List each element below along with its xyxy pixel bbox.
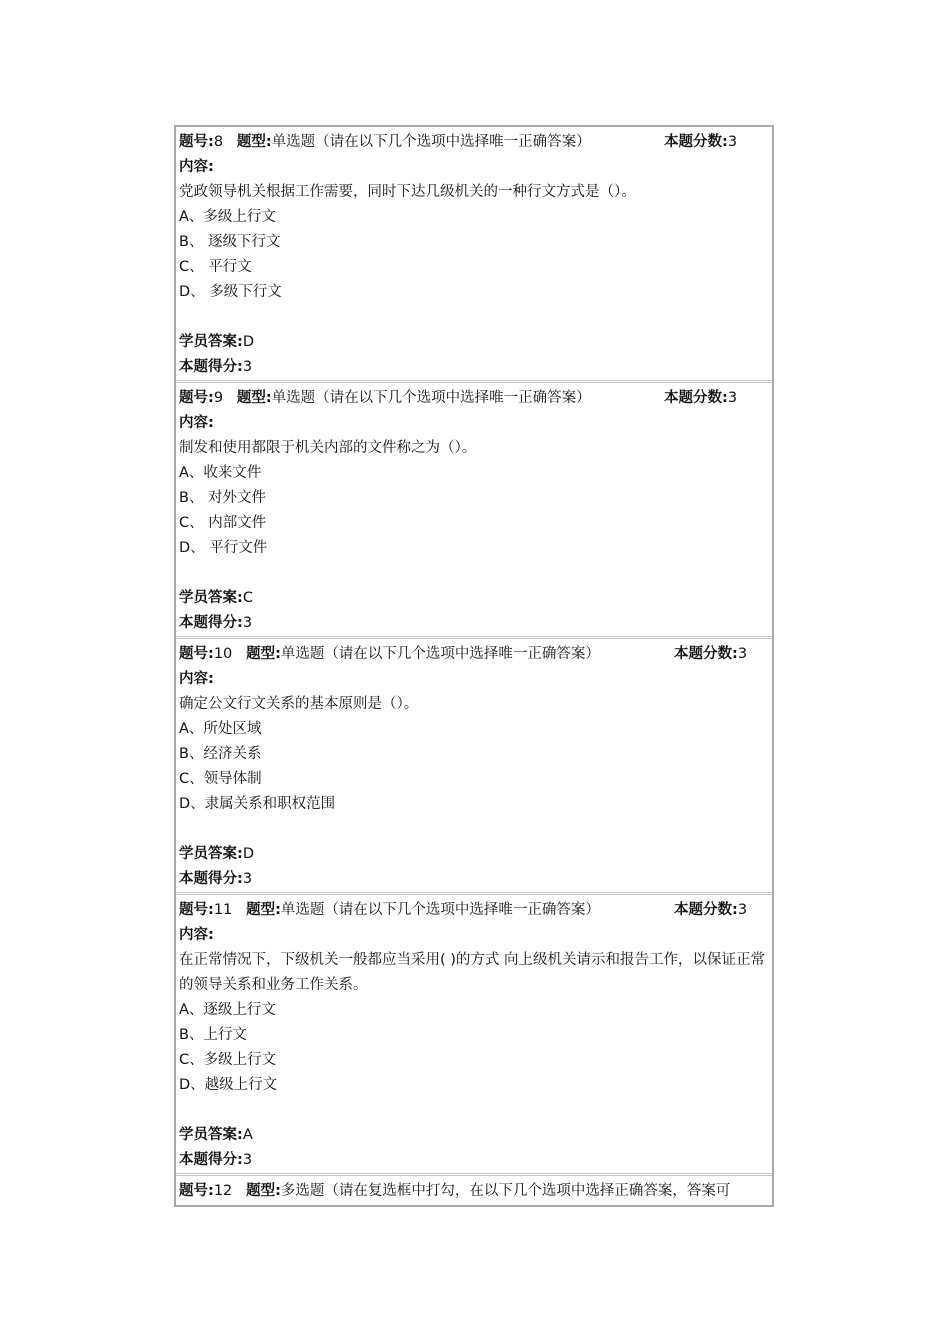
number-label: 题号: xyxy=(179,134,214,150)
question-type: 单选题（请在以下几个选项中选择唯一正确答案） xyxy=(271,134,591,150)
question-score: 3 xyxy=(737,646,748,662)
option-b: B、上行文 xyxy=(179,1027,247,1043)
score-field xyxy=(664,130,737,155)
score-field xyxy=(674,898,747,923)
question-content: 确定公文行文关系的基本原则是（）。 xyxy=(179,696,419,712)
option-b: B、 逐级下行文 xyxy=(179,234,281,250)
question-block xyxy=(176,1176,772,1207)
earned-label: 本题得分: xyxy=(179,359,243,375)
question-list xyxy=(174,125,774,1207)
question-content: 在正常情况下，下级机关一般都应当采用( )的方式 向上级机关请示和报告工作，以保证正常的领导关系和业务工作关系。 xyxy=(179,952,766,993)
earned-value: 3 xyxy=(242,1152,253,1168)
question-block xyxy=(176,895,772,1176)
question-score: 3 xyxy=(727,390,738,406)
earned-score xyxy=(179,867,772,892)
option-d: D、 多级下行文 xyxy=(179,284,282,300)
question-header xyxy=(179,1179,772,1204)
question-header xyxy=(179,898,772,923)
content-label: 内容: xyxy=(179,415,214,431)
type-label: 题型: xyxy=(236,134,272,150)
score-label: 本题分数: xyxy=(674,646,738,662)
number-label: 题号: xyxy=(179,902,214,918)
type-label: 题型: xyxy=(236,390,272,406)
student-answer-label: 学员答案: xyxy=(179,334,243,350)
option-d: D、越级上行文 xyxy=(179,1077,278,1093)
content-label: 内容: xyxy=(179,671,214,687)
earned-value: 3 xyxy=(242,615,253,631)
earned-score xyxy=(179,355,772,380)
option-c: C、 内部文件 xyxy=(179,515,267,531)
question-header xyxy=(179,130,772,155)
option-a: A、多级上行文 xyxy=(179,209,276,225)
number-label: 题号: xyxy=(179,1183,214,1199)
student-answer-label: 学员答案: xyxy=(179,1127,243,1143)
student-answer-label: 学员答案: xyxy=(179,846,243,862)
option-b: B、经济关系 xyxy=(179,746,262,762)
question-header xyxy=(179,642,772,667)
number-label: 题号: xyxy=(179,646,214,662)
student-answer-value: D xyxy=(242,334,254,350)
earned-value: 3 xyxy=(242,871,253,887)
question-block xyxy=(176,639,772,895)
earned-score xyxy=(179,1148,772,1173)
student-answer-value: A xyxy=(242,1127,253,1143)
student-answer-value: D xyxy=(242,846,254,862)
question-content: 制发和使用都限于机关内部的文件称之为（）。 xyxy=(179,440,477,456)
student-answer xyxy=(179,330,772,355)
score-field xyxy=(664,386,737,411)
question-number: 12 xyxy=(213,1183,233,1199)
question-block xyxy=(176,127,772,383)
type-label: 题型: xyxy=(246,646,281,662)
earned-label: 本题得分: xyxy=(179,615,243,631)
option-b: B、 对外文件 xyxy=(179,490,267,506)
earned-value: 3 xyxy=(242,359,253,375)
student-answer-value: C xyxy=(242,590,253,606)
question-score: 3 xyxy=(737,902,748,918)
question-number: 8 xyxy=(213,134,224,150)
option-a: A、所处区域 xyxy=(179,721,262,737)
number-label: 题号: xyxy=(179,390,214,406)
option-a: A、逐级上行文 xyxy=(179,1002,276,1018)
question-type: 单选题（请在以下几个选项中选择唯一正确答案） xyxy=(271,390,591,406)
score-label: 本题分数: xyxy=(664,134,728,150)
question-score: 3 xyxy=(727,134,738,150)
type-label: 题型: xyxy=(246,1183,281,1199)
student-answer xyxy=(179,586,772,611)
option-c: C、多级上行文 xyxy=(179,1052,277,1068)
earned-label: 本题得分: xyxy=(179,1152,243,1168)
question-number: 11 xyxy=(213,902,233,918)
option-d: D、 平行文件 xyxy=(179,540,268,556)
question-header xyxy=(179,386,772,411)
option-d: D、隶属关系和职权范围 xyxy=(179,796,336,812)
earned-score xyxy=(179,611,772,636)
score-label: 本题分数: xyxy=(674,902,738,918)
type-label: 题型: xyxy=(246,902,281,918)
question-content: 党政领导机关根据工作需要，同时下达几级机关的一种行文方式是（）。 xyxy=(179,184,636,200)
question-type: 单选题（请在以下几个选项中选择唯一正确答案） xyxy=(280,646,600,662)
question-type: 单选题（请在以下几个选项中选择唯一正确答案） xyxy=(280,902,600,918)
question-block xyxy=(176,383,772,639)
student-answer xyxy=(179,842,772,867)
option-c: C、领导体制 xyxy=(179,771,262,787)
question-type: 多选题（请在复选框中打勾，在以下几个选项中选择正确答案，答案可 xyxy=(280,1183,731,1199)
content-label: 内容: xyxy=(179,927,214,943)
score-field xyxy=(674,642,747,667)
student-answer-label: 学员答案: xyxy=(179,590,243,606)
question-number: 9 xyxy=(213,390,224,406)
option-c: C、 平行文 xyxy=(179,259,252,275)
question-number: 10 xyxy=(213,646,233,662)
content-label: 内容: xyxy=(179,159,214,175)
earned-label: 本题得分: xyxy=(179,871,243,887)
student-answer xyxy=(179,1123,772,1148)
option-a: A、收来文件 xyxy=(179,465,262,481)
score-label: 本题分数: xyxy=(664,390,728,406)
